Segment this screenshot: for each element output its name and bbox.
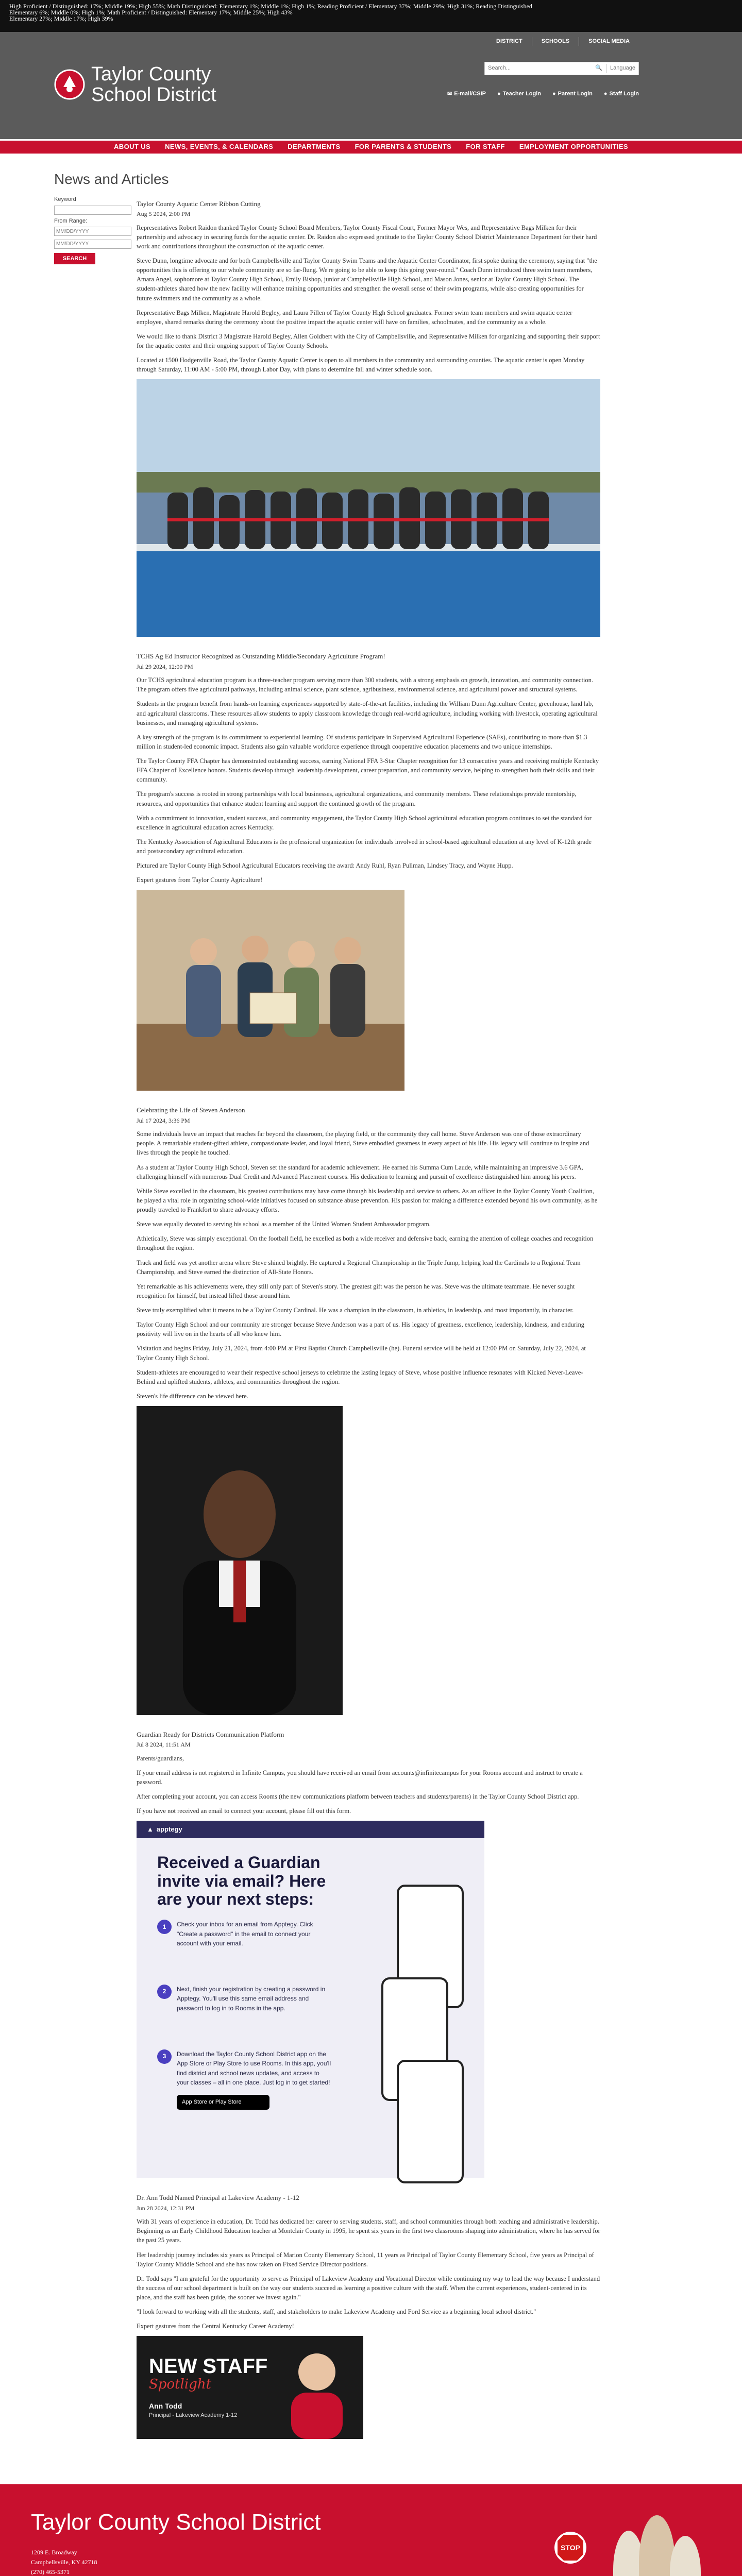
memorial-portrait-photo: [137, 1406, 343, 1715]
user-icon: ●: [552, 91, 556, 97]
article-paragraph: Expert gestures from the Central Kentucky Career Academy!: [137, 2323, 294, 2330]
new-staff-role: Principal - Lakeview Academy 1-12: [149, 2412, 238, 2419]
news-article: [137, 2193, 600, 2439]
search-icon[interactable]: 🔍: [595, 65, 603, 72]
nav-employment[interactable]: EMPLOYMENT OPPORTUNITIES: [519, 143, 628, 151]
article-paragraph: Her leadership journey includes six years as Principal of Marion County Elementary School, 11 years as Principal of Taylor County Elementary School, five years as Principal of Taylor County Middle School and she has now taken on Fixed Service Director positions.: [137, 2251, 594, 2268]
article-date: Jul 17 2024, 3:36 PM: [137, 1116, 190, 1124]
guardian-steps: [137, 1838, 484, 2178]
article-paragraph: With 31 years of experience in education, Dr. Todd has dedicated her career to serving students, staff, and school communities through both teaching and administrative leadership. Beginning as an Early Childhood Education teacher at Montclair County in 1995, he spent six years in the first two classrooms shaping into administration, where he has served for the past 25 years.: [137, 2218, 600, 2244]
article-paragraph: Track and field was yet another arena where Steve shined brightly. He captured a Regional Championship in the Triple Jump, helping lead the Cardinals to a Regional Team Championship, and Steve earned the distinction of All-State Honors.: [137, 1259, 581, 1276]
alert-ticker: [0, 0, 742, 32]
article-title[interactable]: Celebrating the Life of Steven Anderson: [137, 1106, 245, 1114]
new-staff-graphic: [137, 2336, 363, 2439]
quick-link-parent[interactable]: [552, 90, 593, 98]
news-article: [137, 651, 600, 1091]
article-paragraph: Steven's life difference can be viewed here.: [137, 1392, 248, 1400]
nav-staff[interactable]: FOR STAFF: [466, 143, 505, 151]
article-date: Jul 29 2024, 12:00 PM: [137, 663, 193, 670]
article-paragraph: Our TCHS agricultural education program is a three-teacher program serving more than 300 students, with a strong emphasis on growth, innovation, and community connection. The program offers five agricultural pathways, including animal science, plant science, agribusiness, environmental science, and agricultural power and structural systems.: [137, 676, 594, 693]
date-range-label: From Range:: [54, 217, 88, 224]
main-nav: [0, 139, 742, 154]
guardian-instructions-graphic: [137, 1821, 484, 2178]
news-article: [137, 1105, 600, 1715]
phone-mockup: [397, 2060, 464, 2183]
site-name-line2: School District: [91, 84, 216, 106]
quick-links: [447, 90, 639, 98]
district-logo-icon: [54, 66, 85, 103]
user-icon: ●: [603, 91, 608, 97]
date-to-input[interactable]: [54, 240, 131, 249]
page-title: News and Articles: [54, 171, 169, 187]
user-icon: ●: [497, 91, 501, 97]
news-list: [137, 168, 600, 2453]
article-title[interactable]: Guardian Ready for Districts Communication Platform: [137, 1731, 284, 1739]
new-staff-name: Ann Todd: [149, 2402, 182, 2411]
article-paragraph: Student-athletes are encouraged to wear their respective school jerseys to celebrate the lasting legacy of Steve, whose positive influence resonates with Kicked Never-Leave-Behind and uplifted students, athletes, and communities throughout the region.: [137, 1368, 583, 1385]
guardian-title: Received a Guardian invite via email? Here are your next steps:: [157, 1853, 326, 1908]
step-number: 1: [157, 1920, 172, 1934]
keyword-label: Keyword: [54, 196, 76, 203]
news-article: [137, 1730, 600, 2178]
article-paragraph: If your email address is not registered in Infinite Campus, you should have received an email from accounts@infinitecampus for your Rooms account and instruct to create a password.: [137, 1769, 583, 1786]
article-title[interactable]: Dr. Ann Todd Named Principal at Lakeview Academy - 1-12: [137, 2194, 299, 2202]
util-link-district[interactable]: DISTRICT: [496, 38, 522, 44]
step-text: Download the Taylor County School District app on the App Store or Play Store to use Rooms. In this app, you'll find district and school news updates, and access to your classes – all in one place. Just log in to get started!: [177, 2050, 331, 2087]
ticker-line: High Proficient / Distinguished: 17%; Middle 19%; High 55%; Math Distinguished: Elementary 1%; Middle 1%; High 1%; Reading Proficient / Elementary 37%; Middle 29%; High 31%; Reading Distinguished: [9, 3, 532, 10]
nav-departments[interactable]: DEPARTMENTS: [288, 143, 341, 151]
article-paragraph: Students in the program benefit from hands-on learning experiences supported by state-of-the-art facilities, including the William Dunn Agriculture Center, greenhouse, land lab, and agricultural classrooms. These resources allow students to apply classroom knowledge through real-world agriculture, including working with livestock, operating agricultural businesses, and managing agricultural systems.: [137, 700, 598, 726]
language-select[interactable]: Language: [606, 64, 635, 73]
article-paragraph: If you have not received an email to connect your account, please fill out this form.: [137, 1807, 351, 1815]
article-paragraph: We would like to thank District 3 Magistrate Harold Begley, Allen Goldbert with the City of Campbellsville, and Representative Milken for organizing and supporting their support for the aquatic center and their ongoing support of Taylor County Schools.: [137, 332, 600, 350]
search-input[interactable]: Search...: [488, 65, 511, 72]
footer-address-line: Campbellsville, KY 42718: [31, 2558, 97, 2566]
article-paragraph: After completing your account, you can access Rooms (the new communications platform between teachers and students/parents) in the Taylor County School District app.: [137, 1793, 579, 1801]
util-link-social[interactable]: SOCIAL MEDIA: [579, 37, 639, 46]
article-paragraph: Some individuals leave an impact that reaches far beyond the classroom, the playing field, or the community they call home. Steve Anderson was one of those extraordinary people. A remarkable student-gifted athlete, compassionate leader, and loyal friend, Steve embodied greatness in every aspect of his life. His legacy will continue to inspire and lives through the people he touched.: [137, 1130, 589, 1157]
article-paragraph: "I look forward to working with all the students, staff, and stakeholders to make Lakeview Academy and Ford Service as a beginning local school district.": [137, 2308, 536, 2316]
search-box[interactable]: [484, 62, 639, 75]
article-paragraph: Pictured are Taylor County High School Agricultural Educators receiving the award: Andy Ruhl, Ryan Pullman, Lindsey Tracy, and Wayne Hupp.: [137, 862, 513, 870]
news-article: [137, 199, 600, 637]
stop-label: STOP: [561, 2544, 580, 2552]
nav-parents-students[interactable]: FOR PARENTS & STUDENTS: [355, 143, 452, 151]
quick-link-staff[interactable]: [604, 90, 639, 98]
quick-link-email[interactable]: [447, 90, 486, 98]
article-paragraph: Visitation and begins Friday, July 21, 2024, from 4:00 PM at First Baptist Church Campbellsville (he). Funeral service will be held at 12:00 PM on Saturday, July 22, 2024, at Taylor County High School.: [137, 1345, 586, 1362]
ribbon-cutting-photo: [137, 379, 600, 637]
article-paragraph: Steve Dunn, longtime advocate and for both Campbellsville and Taylor County Swim Teams and the Aquatic Center Coordinator, first spoke during the ceremony, saying that "the opportunities this is offering to our whole community are so far-flung. We're going to be able to keep this going year-round." Coach Dunn introduced three swim team members, Amara Angel, sophomore at Taylor County High School, Emily Bishop, junior at Campbellsville High School, and Mason Jones, senior at Taylor County High School. The student-athletes shared how the new facility will enhance training opportunities and strengthen the overall sense of their swim programs, while also creating opportunities for future swimmers and the community as a whole.: [137, 257, 597, 302]
article-paragraph: Expert gestures from Taylor County Agriculture!: [137, 876, 263, 884]
news-filter: [54, 195, 131, 264]
ag-award-photo: [137, 890, 404, 1091]
apptegy-brand: apptegy: [156, 1825, 182, 1834]
step-text: Check your inbox for an email from Apptegy. Click "Create a password" in the email to connect your account with your email.: [177, 1921, 313, 1947]
date-from-input[interactable]: [54, 227, 131, 236]
article-paragraph: A key strength of the program is its commitment to experiential learning. Of students participate in Supervised Agricultural Experience (SAEs), contributing to more than $1.3 million in student-led economic impact. Students also gain valuable workforce experience through cooperative education placements and two unique internships.: [137, 733, 587, 750]
step-number: 2: [157, 1985, 172, 1999]
apptegy-header: [137, 1821, 484, 1838]
staff-portrait: [276, 2336, 358, 2439]
site-footer: [0, 2484, 742, 2576]
search-button[interactable]: SEARCH: [54, 253, 95, 264]
article-paragraph: The Kentucky Association of Agricultural Educators is the professional organization for individuals involved in school-based agricultural education at any level of K-12th grade and postsecondary agricultural education.: [137, 838, 592, 855]
new-staff-subtitle: Spotlight: [149, 2377, 212, 2393]
footer-district-name: Taylor County School District: [31, 2510, 321, 2535]
envelope-icon: ✉: [447, 91, 452, 97]
ticker-line: Elementary 6%; Middle 0%; High 1%; Math Proficient / Distinguished: Elementary 17%; Middle 25%; High 43%: [9, 9, 293, 16]
nav-news[interactable]: NEWS, EVENTS, & CALENDARS: [165, 143, 274, 151]
article-paragraph: Dr. Todd says "I am grateful for the opportunity to serve as Principal of Lakeview Academy and Vocational Director while continuing my way to lead the way because I understand the success of our school department is built on the way our students succeed as learning a positive culture with the staff. When the current experiences, student-centered in its place, and the staff has been guide, the sooner we invest again.": [137, 2275, 600, 2301]
site-header: [0, 32, 742, 139]
article-paragraph: Parents/guardians,: [137, 1754, 184, 1762]
quick-link-staff-label: Staff Login: [609, 91, 639, 97]
article-paragraph: Representatives Robert Raidon thanked Taylor County School Board Members, Taylor County Fiscal Court, Former Mayor Wes, and Representative Bags Milken for their partnership and advocacy in securing funds for the aquatic center. Dr. Raidon also expressed gratitude to the Taylor County School District Maintenance Department for their hard work and contributions throughout the construction of the aquatic center.: [137, 224, 597, 250]
article-paragraph: The Taylor County FFA Chapter has demonstrated outstanding success, earning National FFA 3-Star Chapter recognition for 13 consecutive years and receiving multiple Kentucky FFA Chapter of Excellence honors. Students develop through leadership development, career preparation, and community service, helping to strengthen both their skills and their community.: [137, 757, 599, 784]
util-link-schools[interactable]: SCHOOLS: [532, 37, 579, 46]
app-store-badges[interactable]: App Store or Play Store: [177, 2095, 269, 2110]
nav-about[interactable]: ABOUT US: [114, 143, 151, 151]
article-paragraph: Athletically, Steve was simply exceptional. On the football field, he excelled as both a wide receiver and defensive back, earning the attention of college coaches and recognition throughout the region.: [137, 1235, 594, 1252]
article-paragraph: Steve was equally devoted to serving his school as a member of the United Women Student Ambassador program.: [137, 1221, 431, 1228]
article-paragraph: As a student at Taylor County High School, Steven set the standard for academic achievement. He earned his Summa Cum Laude, while maintaining an impressive 3.6 GPA, challenging himself with numerous Dual Credit and Advanced Placement courses. His dedication to learning and pursuit of excellence distinguished him among his peers.: [137, 1163, 583, 1180]
site-name-line1: Taylor County: [91, 63, 211, 85]
quick-link-email-label: E-mail/CSIP: [454, 91, 486, 97]
article-paragraph: Yet remarkable as his achievements were, they still only part of Steven's story. The greatest gift was the person he was. Steve was the ultimate teammate. He never sought recognition for himself, but instead lifted those around him.: [137, 1282, 575, 1299]
logo-area[interactable]: [54, 64, 216, 105]
quick-link-teacher[interactable]: [497, 90, 541, 98]
article-title[interactable]: Taylor County Aquatic Center Ribbon Cutting: [137, 200, 261, 208]
article-date: Aug 5 2024, 2:00 PM: [137, 210, 191, 218]
quick-link-teacher-label: Teacher Login: [502, 91, 542, 97]
article-paragraph: Steve truly exemplified what it means to be a Taylor County Cardinal. He was a champion in the classroom, in athletics, in leadership, and most importantly, in character.: [137, 1307, 574, 1314]
article-paragraph: With a commitment to innovation, student success, and community engagement, the Taylor County High School agricultural education program continues to set the standard for excellence in agricultural education across Kentucky.: [137, 814, 592, 831]
step-text: Next, finish your registration by creating a password in Apptegy. You'll use this same email address and password to log in to Rooms in the app.: [177, 1985, 326, 2012]
footer-address-line: 1209 E. Broadway: [31, 2548, 77, 2556]
article-paragraph: Representative Bags Milken, Magistrate Harold Begley, and Laura Pillen of Taylor County High School graduates. Former swim team members and swim aquatic center employee, shared remarks during the ceremony about the positive impact the aquatic center will have on families, schoolmates, and the community as a whole.: [137, 309, 572, 326]
step-number: 3: [157, 2049, 172, 2064]
article-paragraph: While Steve excelled in the classroom, his greatest contributions may have come through his leadership and service to others. As an officer in the Taylor County Youth Coalition, he played a vital role in organizing school-wide initiatives focused on substance abuse prevention. His passion for making a difference extended beyond his own community, as he proudly traveled to Frankfort to share advocacy efforts.: [137, 1187, 598, 1214]
article-date: Jul 8 2024, 11:51 AM: [137, 1741, 191, 1749]
article-date: Jun 28 2024, 12:31 PM: [137, 2204, 195, 2212]
guardian-step: [157, 2049, 332, 2088]
article-title[interactable]: TCHS Ag Ed Instructor Recognized as Outstanding Middle/Secondary Agriculture Program!: [137, 652, 385, 660]
apptegy-logo-icon: ▲: [147, 1825, 154, 1834]
new-staff-title: NEW STAFF: [149, 2355, 268, 2378]
stop-bullying-badge[interactable]: [553, 2531, 587, 2565]
guardian-step: [157, 1920, 332, 1948]
site-name: [91, 64, 216, 105]
article-paragraph: Located at 1500 Hodgenville Road, the Taylor County Aquatic Center is open to all members in the community and surrounding counties. The aquatic center is open Monday through Saturday, 11:00 AM - 5:00 PM, through Labor Day, with plans to determine fall and winter schedule soon.: [137, 357, 585, 374]
footer-phone[interactable]: (270) 465-5371: [31, 2568, 70, 2575]
guardian-step: [157, 1985, 332, 2013]
article-paragraph: The program's success is rooted in strong partnerships with local businesses, agricultural organizations, and community members. These relationships provide mentorship, resources, and opportunities that enhance student learning and support the continued growth of the program.: [137, 790, 577, 807]
quick-link-parent-label: Parent Login: [558, 91, 593, 97]
keyword-input[interactable]: [54, 206, 131, 215]
utility-nav: [487, 37, 639, 46]
footer-group-photo: [608, 2505, 711, 2576]
page-body: [54, 154, 688, 2453]
ticker-line: Elementary 27%; Middle 17%; High 39%: [9, 15, 113, 22]
article-paragraph: Taylor County High School and our community are stronger because Steve Anderson was a part of us. His legacy of greatness, excellence, leadership, kindness, and enduring positivity will live on in the hearts of all who knew him.: [137, 1321, 585, 1338]
